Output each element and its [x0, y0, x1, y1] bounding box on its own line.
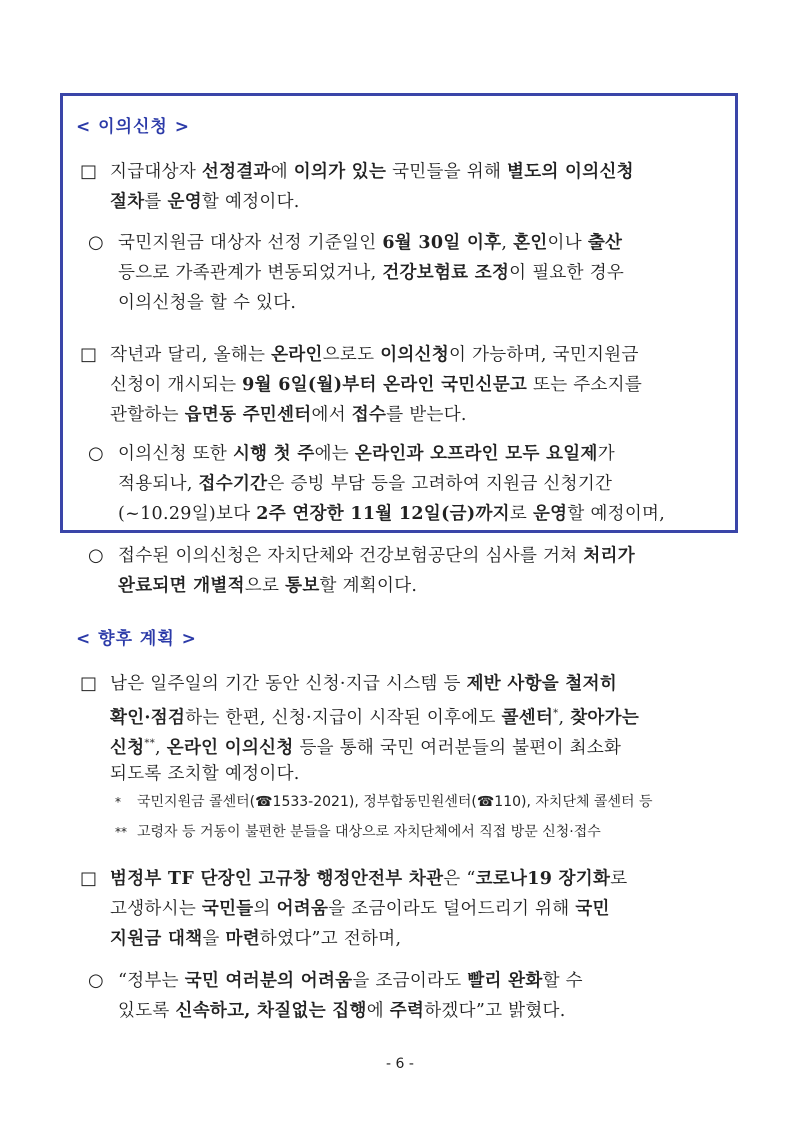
text-line: 접수된 이의신청은 자치단체와 건강보험공단의 심사를 거쳐 처리가 [118, 546, 635, 566]
text-line: 되도록 조치할 예정이다. [110, 764, 300, 784]
text-line: 고생하시는 국민들의 어려움을 조금이라도 덜어드리기 위해 국민 [110, 899, 610, 919]
circle-bullet: ○ [88, 232, 104, 253]
paragraph-objection-1 [110, 157, 634, 217]
square-bullet: □ [80, 161, 98, 182]
circle-bullet: ○ [88, 443, 104, 464]
page-number: - 6 - [386, 1056, 414, 1072]
text-line: 등으로 가족관계가 변동되었거나, 건강보험료 조정이 필요한 경우 [118, 263, 625, 283]
text-line: 이의신청을 할 수 있다. [118, 293, 297, 313]
section-heading-future-plan: < 향후 계획 > [76, 629, 197, 649]
text-line: 이의신청 또한 시행 첫 주에는 온라인과 오프라인 모두 요일제가 [118, 444, 615, 464]
section-heading-objection: < 이의신청 > [76, 117, 191, 137]
paragraph-objection-4 [118, 439, 665, 529]
text-line: 확인·점검하는 한편, 신청·지급이 시작된 이후에도 콜센터*, 찾아가는 [110, 707, 640, 728]
text-line: 신청**, 온라인 이의신청 등을 통해 국민 여러분들의 불편이 최소화 [110, 737, 622, 758]
text-line: 관할하는 읍면동 주민센터에서 접수를 받는다. [110, 405, 467, 425]
circle-bullet: ○ [88, 970, 104, 991]
text-line: 절차를 운영할 예정이다. [110, 192, 300, 212]
text-line: (~10.29일)보다 2주 연장한 11월 12일(금)까지로 운영할 예정이며, [118, 504, 666, 524]
text-line: 신청이 개시되는 9월 6일(월)부터 온라인 국민신문고 또는 주소지를 [110, 375, 643, 395]
text-line: 범정부 TF 단장인 고규창 행정안전부 차관은 “코로나19 장기화로 [110, 869, 628, 889]
paragraph-plan-1 [110, 669, 639, 789]
square-bullet: □ [80, 344, 98, 365]
square-bullet: □ [80, 673, 98, 694]
paragraph-plan-2 [110, 864, 627, 954]
text-line: “정부는 국민 여러분의 어려움을 조금이라도 빨리 완화할 수 [118, 971, 583, 991]
footnote-visit: ** 고령자 등 거동이 불편한 분들을 대상으로 자치단체에서 직접 방문 신청·접수 [115, 824, 601, 840]
footnote-callcenter: * 국민지원금 콜센터(☎1533-2021), 정부합동민원센터(☎110), 자치단체 콜센터 등 [115, 794, 653, 810]
circle-bullet: ○ [88, 545, 104, 566]
text-line: 있도록 신속하고, 차질없는 집행에 주력하겠다”고 밝혔다. [118, 1001, 566, 1021]
paragraph-objection-2 [118, 228, 624, 318]
text-line: 지원금 대책을 마련하였다”고 전하며, [110, 929, 402, 949]
paragraph-plan-3 [118, 966, 583, 1026]
paragraph-objection-5 [118, 541, 635, 601]
text-line: 적용되나, 접수기간은 증빙 부담 등을 고려하여 지원금 신청기간 [118, 474, 613, 494]
text-line: 국민지원금 대상자 선정 기준일인 6월 30일 이후, 혼인이나 출산 [118, 233, 623, 253]
text-line: 지급대상자 선정결과에 이의가 있는 국민들을 위해 별도의 이의신청 [110, 162, 634, 182]
square-bullet: □ [80, 868, 98, 889]
paragraph-objection-3 [110, 340, 642, 430]
text-line: 작년과 달리, 올해는 온라인으로도 이의신청이 가능하며, 국민지원금 [110, 345, 639, 365]
text-line: 완료되면 개별적으로 통보할 계획이다. [118, 576, 418, 596]
text-line: 남은 일주일의 기간 동안 신청·지급 시스템 등 제반 사항을 철저히 [110, 674, 618, 694]
